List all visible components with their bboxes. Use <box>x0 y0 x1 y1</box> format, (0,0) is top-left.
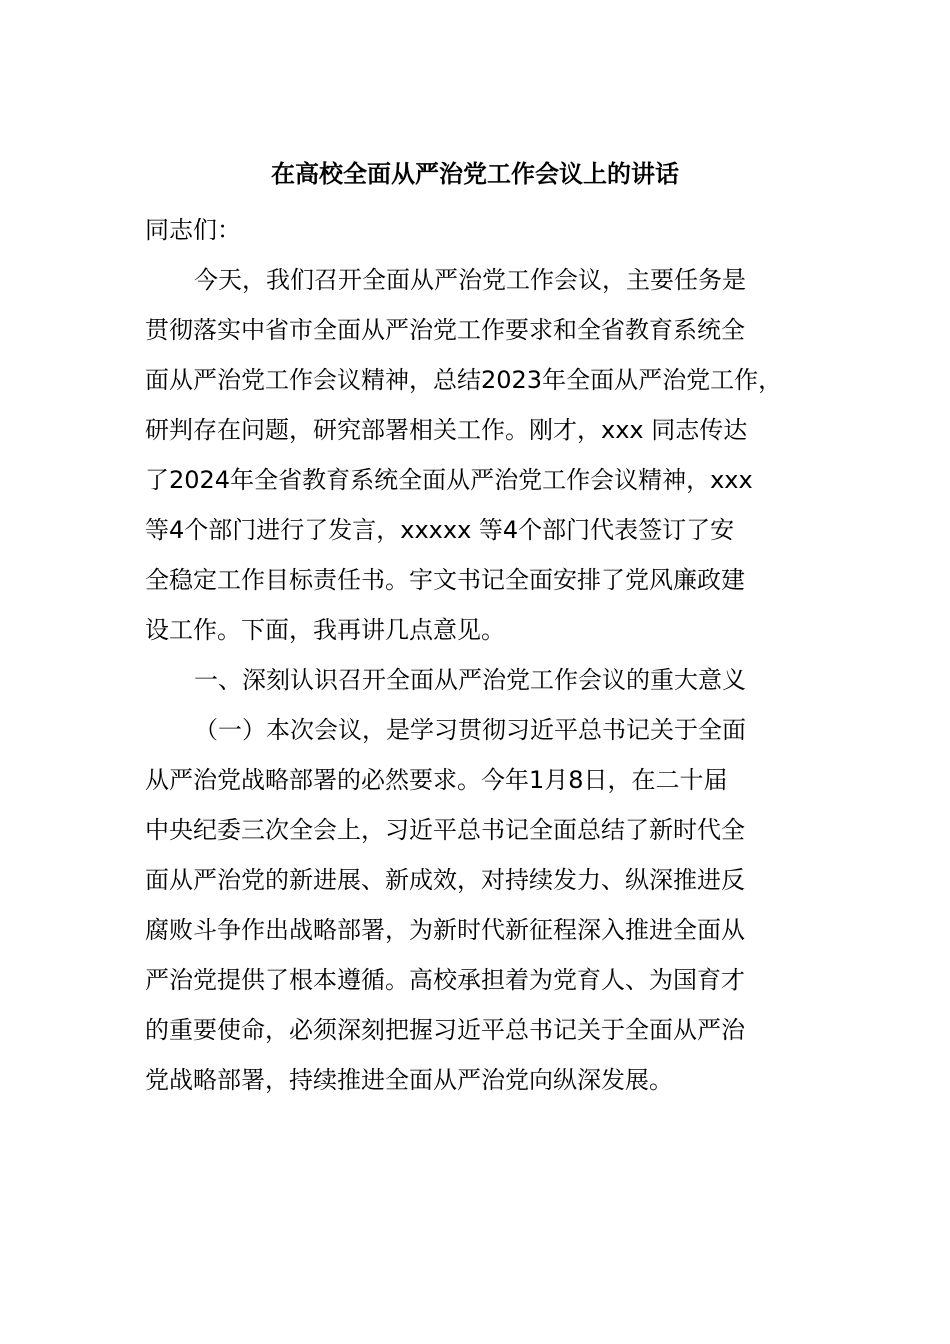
paragraph-2-line-5: 腐败斗争作出战略部署，为新时代新征程深入推进全面从 <box>145 916 745 944</box>
salutation-line: 同志们： <box>145 216 241 244</box>
paragraph-1-line-8: 设工作。下面，我再讲几点意见。 <box>145 616 505 644</box>
paragraph-1-line-4: 研判存在问题，研究部署相关工作。刚才，xxx 同志传达 <box>145 416 748 444</box>
paragraph-2-line-3: 中央纪委三次全会上，习近平总书记全面总结了新时代全 <box>145 816 745 844</box>
paragraph-2-line-1: （一）本次会议，是学习贯彻习近平总书记关于全面 <box>194 716 746 744</box>
paragraph-1-line-5: 了2024年全省教育系统全面从严治党工作会议精神，xxx <box>145 466 753 494</box>
paragraph-2-line-4: 面从严治党的新进展、新成效，对持续发力、纵深推进反 <box>145 866 745 894</box>
section-heading-1: 一、深刻认识召开全面从严治党工作会议的重大意义 <box>194 666 746 694</box>
paragraph-2-line-8: 党战略部署，持续推进全面从严治党向纵深发展。 <box>145 1066 673 1094</box>
paragraph-1-line-7: 全稳定工作目标责任书。宇文书记全面安排了党风廉政建 <box>145 566 745 594</box>
paragraph-1-line-2: 贯彻落实中省市全面从严治党工作要求和全省教育系统全 <box>145 316 745 344</box>
paragraph-1-line-3: 面从严治党工作会议精神，总结2023年全面从严治党工作， <box>145 366 783 394</box>
paragraph-1-line-6: 等4个部门进行了发言，xxxxx 等4个部门代表签订了安 <box>145 516 735 544</box>
paragraph-2-line-6: 严治党提供了根本遵循。高校承担着为党育人、为国育才 <box>145 966 745 994</box>
document-title: 在高校全面从严治党工作会议上的讲话 <box>271 160 679 188</box>
document-body <box>145 205 845 1105</box>
paragraph-1-line-1: 今天，我们召开全面从严治党工作会议，主要任务是 <box>194 266 746 294</box>
paragraph-2-line-7: 的重要使命，必须深刻把握习近平总书记关于全面从严治 <box>145 1016 745 1044</box>
paragraph-2-line-2: 从严治党战略部署的必然要求。今年1月8日，在二十届 <box>145 766 728 794</box>
